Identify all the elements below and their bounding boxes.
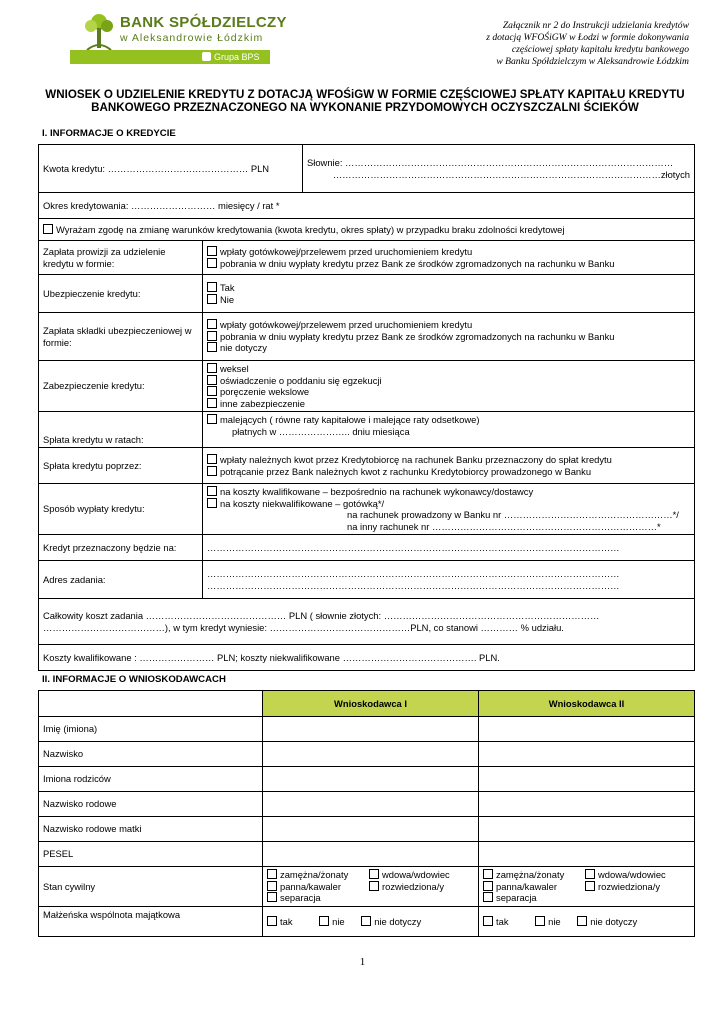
option-label: nie bbox=[548, 915, 561, 927]
commission-options bbox=[203, 241, 695, 275]
option-label: poręczenie wekslowe bbox=[220, 386, 310, 397]
bank-name: BANK SPÓŁDZIELCZY bbox=[120, 14, 287, 31]
premium-options bbox=[203, 313, 695, 361]
repayment-label: Spłata kredytu poprzez: bbox=[39, 448, 203, 484]
credit-info-table bbox=[38, 144, 695, 671]
civil-status-label: Stan cywilny bbox=[39, 867, 263, 907]
option-label: na koszty niekwalifikowane – gotówką*/ bbox=[220, 497, 385, 509]
option-label: weksel bbox=[220, 363, 249, 374]
address-line-1: …………………………………………………………………………………………………………………… bbox=[207, 568, 620, 579]
page-number: 1 bbox=[359, 956, 366, 968]
civil-divorced-checkbox[interactable] bbox=[369, 881, 379, 891]
applicants-table bbox=[38, 690, 695, 937]
option-label: inne zabezpieczenie bbox=[220, 397, 305, 409]
consent-text: Wyrażam zgodę na zmianę warunków kredytowania (kwota kredytu, okres spłaty) w przypadku braku zdolności kredytowej bbox=[56, 223, 565, 235]
option-label: Nie bbox=[220, 293, 235, 305]
title-line: WNIOSEK O UDZIELENIE KREDYTU Z DOTACJĄ WFOŚiGW W FORMIE CZĘŚCIOWEJ SPŁATY KAPITAŁU KREDYTU bbox=[45, 88, 685, 101]
option-label: pobrania w dniu wypłaty kredytu przez Bank ze środków zgromadzonych na rachunku w Banku bbox=[220, 330, 615, 342]
payout-bank-account-field[interactable]: na rachunek prowadzony w Banku nr ………………………………………………*/ bbox=[347, 509, 679, 520]
security-bill-checkbox[interactable] bbox=[207, 363, 217, 373]
property-label: Małżeńska wspólnota majątkowa bbox=[39, 907, 263, 937]
civil-separated-checkbox[interactable] bbox=[267, 892, 277, 902]
property-no-checkbox[interactable] bbox=[535, 916, 545, 926]
property-na-checkbox[interactable] bbox=[361, 916, 371, 926]
commission-deduct-checkbox[interactable] bbox=[207, 258, 217, 268]
header-empty-cell bbox=[39, 691, 263, 717]
applicant-1-property bbox=[263, 907, 479, 937]
applicant-1-maiden-name[interactable] bbox=[263, 792, 479, 817]
premium-deduct-checkbox[interactable] bbox=[207, 331, 217, 341]
applicant-1-parents-names[interactable] bbox=[263, 767, 479, 792]
credit-period-field[interactable]: Okres kredytowania: ……………………… miesięcy / rat * bbox=[39, 193, 695, 219]
applicant-2-pesel[interactable] bbox=[479, 842, 695, 867]
bps-icon bbox=[202, 52, 211, 61]
option-label: pobrania w dniu wypłaty kredytu przez Bank ze środków zgromadzonych na rachunku w Banku bbox=[220, 257, 615, 269]
commission-cash-checkbox[interactable] bbox=[207, 246, 217, 256]
amount-in-words-field[interactable] bbox=[303, 145, 695, 193]
repay-deduct-checkbox[interactable] bbox=[207, 466, 217, 476]
commission-label: Zapłata prowizji za udzielenie kredytu w formie: bbox=[39, 241, 203, 275]
address-line-2: …………………………………………………………………………………………………………………… bbox=[207, 579, 620, 591]
security-options bbox=[203, 361, 695, 412]
applicant-1-civil-status bbox=[263, 867, 479, 907]
property-na-checkbox[interactable] bbox=[577, 916, 587, 926]
consent-checkbox[interactable] bbox=[43, 224, 53, 234]
applicant-2-mother-maiden-name[interactable] bbox=[479, 817, 695, 842]
first-name-label: Imię (imiona) bbox=[39, 717, 263, 742]
applicant-2-civil-status bbox=[479, 867, 695, 907]
security-enforcement-checkbox[interactable] bbox=[207, 375, 217, 385]
option-label: na koszty kwalifikowane – bezpośrednio na rachunek wykonawcy/dostawcy bbox=[220, 486, 534, 497]
parents-names-label: Imiona rodziców bbox=[39, 767, 263, 792]
installments-label: Spłata kredytu w ratach: bbox=[39, 412, 203, 448]
civil-widowed-checkbox[interactable] bbox=[369, 869, 379, 879]
mother-maiden-name-label: Nazwisko rodowe matki bbox=[39, 817, 263, 842]
option-label: panna/kawaler bbox=[496, 880, 557, 892]
note-line: częściowej spłaty kapitału kredytu bankowego bbox=[511, 44, 689, 55]
insurance-no-checkbox[interactable] bbox=[207, 294, 217, 304]
civil-single-checkbox[interactable] bbox=[483, 881, 493, 891]
option-label: wdowa/wdowiec bbox=[382, 869, 450, 881]
civil-single-checkbox[interactable] bbox=[267, 881, 277, 891]
payout-options bbox=[203, 484, 695, 535]
purpose-field[interactable]: …………………………………………………………………………………………………………………… bbox=[203, 535, 695, 561]
property-yes-checkbox[interactable] bbox=[483, 916, 493, 926]
option-label: zamężna/żonaty bbox=[280, 869, 349, 881]
installments-options bbox=[203, 412, 695, 448]
option-label: nie dotyczy bbox=[590, 915, 638, 927]
option-label: wpłaty gotówkowej/przelewem przed uruchomieniem kredytu bbox=[220, 246, 473, 257]
option-label: tak bbox=[280, 915, 293, 927]
group-label bbox=[202, 50, 260, 64]
security-guarantee-checkbox[interactable] bbox=[207, 386, 217, 396]
security-label: Zabezpieczenie kredytu: bbox=[39, 361, 203, 412]
civil-married-checkbox[interactable] bbox=[267, 869, 277, 879]
option-label: Tak bbox=[220, 282, 235, 293]
installments-decreasing-checkbox[interactable] bbox=[207, 414, 217, 424]
repayment-options bbox=[203, 448, 695, 484]
installments-day-field[interactable]: płatnych w ………………….. dniu miesiąca bbox=[232, 425, 410, 437]
maiden-name-label: Nazwisko rodowe bbox=[39, 792, 263, 817]
bank-location: w Aleksandrowie Łódzkim bbox=[120, 32, 264, 44]
property-no-checkbox[interactable] bbox=[319, 916, 329, 926]
option-label: potrącanie przez Bank należnych kwot z rachunku Kredytobiorcy prowadzonego w Banku bbox=[220, 465, 592, 477]
option-label: wpłaty gotówkowej/przelewem przed uruchomieniem kredytu bbox=[220, 319, 473, 331]
applicant-1-surname[interactable] bbox=[263, 742, 479, 767]
insurance-label: Ubezpieczenie kredytu: bbox=[39, 275, 203, 313]
surname-label: Nazwisko bbox=[39, 742, 263, 767]
option-label: separacja bbox=[280, 892, 321, 904]
applicant-1-pesel[interactable] bbox=[263, 842, 479, 867]
applicant-2-first-name[interactable] bbox=[479, 717, 695, 742]
payout-nonqualified-checkbox[interactable] bbox=[207, 498, 217, 508]
premium-label: Zapłata składki ubezpieczeniowej w formie: bbox=[39, 313, 203, 361]
option-label: tak bbox=[496, 915, 509, 927]
payout-label: Sposób wypłaty kredytu: bbox=[39, 484, 203, 535]
tree-logo-icon bbox=[82, 12, 116, 52]
civil-separated-checkbox[interactable] bbox=[483, 892, 493, 902]
consent-row bbox=[39, 219, 695, 241]
premium-cash-checkbox[interactable] bbox=[207, 319, 217, 329]
applicant-2-surname[interactable] bbox=[479, 742, 695, 767]
option-label: panna/kawaler bbox=[280, 880, 341, 892]
payout-other-account-field[interactable]: na inny rachunek nr ………………………………………………………………* bbox=[347, 520, 661, 532]
address-field[interactable] bbox=[203, 561, 695, 599]
attachment-note bbox=[486, 20, 689, 68]
option-label: wpłaty należnych kwot przez Kredytobiorcę na rachunek Banku przeznaczony do spłat kredytu bbox=[220, 454, 612, 465]
security-other-checkbox[interactable] bbox=[207, 398, 217, 408]
applicant-1-mother-maiden-name[interactable] bbox=[263, 817, 479, 842]
applicant-2-maiden-name[interactable] bbox=[479, 792, 695, 817]
civil-widowed-checkbox[interactable] bbox=[585, 869, 595, 879]
words-line-1: Słownie: …………………………………………………………………………………………… bbox=[307, 157, 674, 168]
applicant-2-parents-names[interactable] bbox=[479, 767, 695, 792]
words-line-2: ……………………………………………………………………………………………złotych bbox=[332, 168, 690, 180]
applicant-1-header: Wnioskodawca I bbox=[263, 691, 479, 717]
civil-divorced-checkbox[interactable] bbox=[585, 881, 595, 891]
title-line: BANKOWEGO PRZEZNACZONEGO NA WYKONANIE PRZYDOMOWYCH OCZYSZCZALNI ŚCIEKÓW bbox=[91, 101, 639, 114]
pesel-label: PESEL bbox=[39, 842, 263, 867]
total-cost-line-1: Całkowity koszt zadania ……………………………………… PLN ( słownie złotych: …………………………………………………………… bbox=[43, 610, 600, 621]
option-label: nie dotyczy bbox=[374, 915, 422, 927]
total-cost-line-2: …………………………………), w tym kredyt wyniesie: ………………………………………PLN, co stanowi ………… % udziału. bbox=[43, 621, 564, 633]
property-yes-checkbox[interactable] bbox=[267, 916, 277, 926]
group-name: Grupa BPS bbox=[214, 52, 260, 62]
option-label: nie bbox=[332, 915, 345, 927]
form-title bbox=[40, 88, 690, 114]
option-label: rozwiedziona/y bbox=[598, 880, 661, 892]
premium-na-checkbox[interactable] bbox=[207, 342, 217, 352]
option-label: zamężna/żonaty bbox=[496, 869, 565, 881]
option-label: nie dotyczy bbox=[220, 342, 267, 354]
payout-qualified-checkbox[interactable] bbox=[207, 486, 217, 496]
note-line: z dotacją WFOŚiGW w Łodzi w formie dokonywania bbox=[486, 32, 689, 43]
note-line: w Banku Spółdzielczym w Aleksandrowie Łódzkim bbox=[496, 56, 689, 67]
option-label: oświadczenie o poddaniu się egzekucji bbox=[220, 374, 382, 386]
insurance-yes-checkbox[interactable] bbox=[207, 282, 217, 292]
bank-logo bbox=[70, 8, 287, 64]
option-label: malejących ( równe raty kapitałowe i malejące raty odsetkowe) bbox=[220, 414, 480, 425]
applicant-1-first-name[interactable] bbox=[263, 717, 479, 742]
section-1-heading: I. INFORMACJE O KREDYCIE bbox=[42, 128, 176, 139]
purpose-label: Kredyt przeznaczony będzie na: bbox=[39, 535, 203, 561]
option-label: rozwiedziona/y bbox=[382, 880, 445, 892]
note-line: Załącznik nr 2 do Instrukcji udzielania kredytów bbox=[502, 20, 689, 31]
costs-field[interactable]: Koszty kwalifikowane : …………………… PLN; koszty niekwalifikowane ……………………………………. PLN. bbox=[39, 645, 695, 671]
option-label: wdowa/wdowiec bbox=[598, 869, 666, 881]
credit-amount-field[interactable]: Kwota kredytu: ……………………………………… PLN bbox=[39, 145, 303, 193]
applicant-2-header: Wnioskodawca II bbox=[479, 691, 695, 717]
total-cost-field[interactable] bbox=[39, 599, 695, 645]
repay-transfer-checkbox[interactable] bbox=[207, 454, 217, 464]
civil-married-checkbox[interactable] bbox=[483, 869, 493, 879]
applicant-2-property bbox=[479, 907, 695, 937]
section-2-heading: II. INFORMACJE O WNIOSKODAWCACH bbox=[42, 674, 226, 685]
address-label: Adres zadania: bbox=[39, 561, 203, 599]
insurance-options bbox=[203, 275, 695, 313]
option-label: separacja bbox=[496, 892, 537, 904]
